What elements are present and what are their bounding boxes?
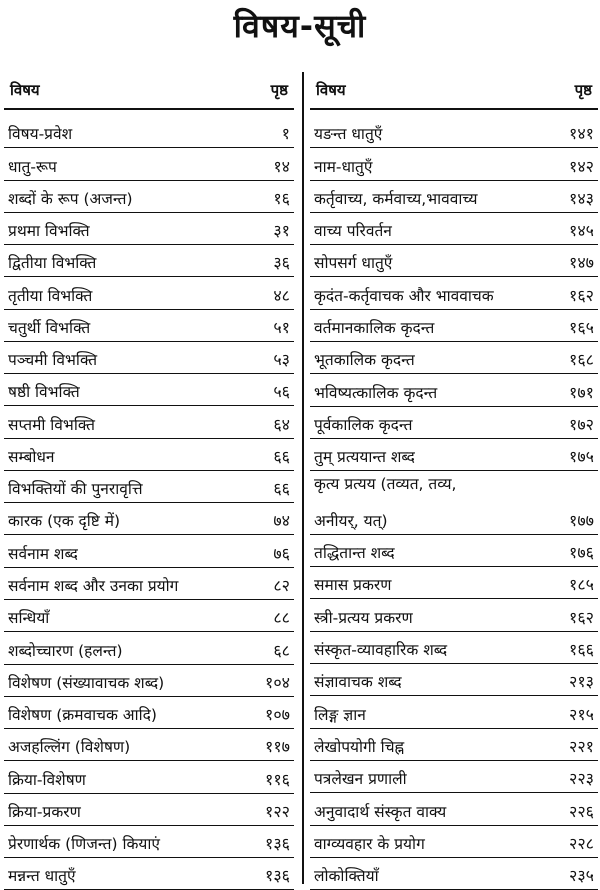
toc-entry	[310, 793, 598, 825]
toc-entry	[4, 729, 294, 761]
toc-entry	[310, 858, 598, 890]
entry-page-number: ५१	[273, 317, 290, 337]
entry-page-number: ११७	[265, 737, 290, 757]
entry-topic: स्त्री-प्रत्यय प्रकरण	[314, 608, 413, 627]
toc-entry	[4, 568, 294, 600]
toc-entry	[4, 148, 294, 180]
toc-entry	[4, 600, 294, 632]
entry-topic: वाग्व्यवहार के प्रयोग	[314, 834, 425, 853]
entry-page-number: १७६	[569, 543, 594, 563]
toc-entry	[310, 439, 598, 471]
entry-page-number: २२१	[569, 736, 594, 756]
toc-entry	[310, 567, 598, 599]
entry-page-number: १७१	[569, 382, 594, 402]
entry-page-number: १७७	[569, 510, 594, 530]
entry-topic: सम्बोधन	[8, 447, 55, 466]
page-header: पृष्ठ	[574, 81, 592, 99]
table-of-contents	[4, 70, 598, 885]
toc-entry	[310, 342, 598, 374]
entry-topic: विशेषण (संख्यावाचक शब्द)	[8, 673, 165, 692]
entry-page-number: १७५	[569, 447, 594, 467]
entry-topic: पत्रलेखन प्रणाली	[314, 770, 407, 789]
entry-topic: क्रिया-विशेषण	[8, 770, 86, 789]
entry-topic: समास प्रकरण	[314, 576, 392, 595]
entry-topic: वर्तमानकालिक कृदन्त	[314, 319, 435, 338]
entry-page-number: २३५	[569, 866, 594, 886]
entry-topic: सन्धियाँ	[8, 609, 50, 628]
entry-page-number: १०४	[265, 672, 290, 692]
entry-topic: संस्कृत-व्यावहारिक शब्द	[314, 641, 448, 660]
entry-topic: विभक्तियों की पुनरावृत्ति	[8, 480, 143, 499]
toc-entry	[310, 471, 598, 535]
entry-page-number: १३६	[265, 866, 290, 886]
entry-page-number: १०७	[265, 705, 290, 725]
entry-topic: नाम-धातुएँ	[314, 157, 373, 176]
toc-entry	[4, 826, 294, 858]
entry-topic: सर्वनाम शब्द	[8, 544, 78, 563]
entry-page-number: २२६	[569, 801, 594, 821]
entry-page-number: १४२	[569, 156, 594, 176]
toc-entry	[310, 761, 598, 793]
toc-entry	[4, 374, 294, 406]
entry-topic: विषय-प्रवेश	[8, 125, 73, 144]
entry-topic: पूर्वकालिक कृदन्त	[314, 415, 413, 434]
entry-page-number: १६२	[569, 285, 594, 305]
toc-entry	[4, 535, 294, 567]
entry-topic: प्रथमा विभक्ति	[8, 222, 90, 241]
entry-topic: द्वितीया विभक्ति	[8, 254, 97, 273]
entry-topic: चतुर्थी विभक्ति	[8, 318, 91, 337]
toc-entry	[4, 471, 294, 503]
toc-entry	[310, 535, 598, 567]
entry-page-number: १८५	[569, 575, 594, 595]
toc-entry	[4, 439, 294, 471]
entry-page-number: १२२	[265, 801, 290, 821]
entry-topic: सर्वनाम शब्द और उनका प्रयोग	[8, 576, 179, 595]
toc-entry	[310, 116, 598, 148]
entry-page-number: ५३	[273, 350, 290, 370]
right-column	[310, 70, 598, 885]
toc-entry	[4, 665, 294, 697]
toc-entry	[310, 632, 598, 664]
entry-topic-continued: अनीयर्, यत्)	[314, 511, 388, 530]
entry-page-number: १	[281, 124, 290, 144]
entry-topic: कृत्य प्रत्यय (तव्यत, तव्य,	[314, 475, 457, 494]
entry-topic: कारक (एक दृष्टि में)	[8, 512, 121, 531]
entry-page-number: ८८	[273, 608, 290, 628]
entry-page-number: १६६	[569, 640, 594, 660]
entry-page-number: २१३	[569, 672, 594, 692]
topic-header: विषय	[10, 81, 40, 99]
entry-page-number: १६८	[569, 350, 594, 370]
entry-topic: भविष्यत्कालिक कृदन्त	[314, 383, 438, 402]
entry-page-number: ७६	[273, 543, 290, 563]
left-column	[4, 70, 294, 885]
entry-topic: शब्दों के रूप (अजन्त)	[8, 189, 133, 208]
entry-topic: क्रिया-प्रकरण	[8, 802, 81, 821]
toc-entry	[4, 310, 294, 342]
entry-topic: धातु-रूप	[8, 157, 57, 176]
entry-topic: मन्नन्त धातुएँ	[8, 867, 76, 886]
toc-entry	[310, 148, 598, 180]
left-column-header	[4, 74, 294, 110]
entry-page-number: ६४	[273, 414, 290, 434]
toc-entry	[310, 213, 598, 245]
page-header: पृष्ठ	[270, 81, 288, 99]
toc-entry	[4, 858, 294, 890]
entry-page-number: ३६	[273, 253, 290, 273]
entry-page-number: २१५	[569, 704, 594, 724]
entry-topic: सोपसर्ग धातुएँ	[314, 254, 393, 273]
left-entry-list	[4, 116, 294, 890]
toc-entry	[4, 697, 294, 729]
toc-entry	[310, 181, 598, 213]
toc-entry	[310, 277, 598, 309]
toc-entry	[4, 406, 294, 438]
entry-page-number: १४७	[569, 253, 594, 273]
entry-page-number: ४८	[273, 285, 290, 305]
entry-topic: लिङ्ग ज्ञान	[314, 705, 366, 724]
toc-entry	[310, 310, 598, 342]
entry-page-number: १४३	[569, 188, 594, 208]
toc-entry	[4, 245, 294, 277]
entry-page-number: ११६	[265, 769, 290, 789]
topic-header: विषय	[316, 81, 346, 99]
entry-topic: षष्ठी विभक्ति	[8, 383, 80, 402]
entry-topic: अनुवादार्थ संस्कृत वाक्य	[314, 802, 447, 821]
entry-page-number: २२८	[569, 833, 594, 853]
toc-entry	[4, 213, 294, 245]
entry-page-number: १४१	[569, 124, 594, 144]
entry-page-number: २२३	[569, 769, 594, 789]
entry-topic: अजहल्लिंग (विशेषण)	[8, 738, 131, 757]
entry-topic: कर्तृवाच्य, कर्मवाच्य,भाववाच्य	[314, 189, 478, 208]
toc-entry	[4, 116, 294, 148]
column-divider	[302, 72, 304, 884]
toc-entry	[4, 761, 294, 793]
entry-topic: विशेषण (क्रमवाचक आदि)	[8, 706, 157, 725]
toc-entry	[310, 599, 598, 631]
entry-topic: लेखोपयोगी चिह्न	[314, 737, 405, 756]
entry-page-number: १४५	[569, 221, 594, 241]
toc-entry	[4, 632, 294, 664]
entry-topic: तुम् प्रत्ययान्त शब्द	[314, 448, 415, 467]
entry-page-number: १६	[273, 188, 290, 208]
toc-entry	[4, 277, 294, 309]
entry-topic: भूतकालिक कृदन्त	[314, 351, 415, 370]
right-column-header	[310, 74, 598, 110]
toc-entry	[310, 245, 598, 277]
entry-topic: वाच्य परिवर्तन	[314, 222, 392, 241]
entry-topic: यङन्त धातुएँ	[314, 125, 383, 144]
entry-page-number: ८२	[273, 575, 290, 595]
entry-topic: सप्तमी विभक्ति	[8, 415, 95, 434]
toc-entry	[310, 729, 598, 761]
entry-topic: संज्ञावाचक शब्द	[314, 673, 402, 692]
entry-topic: प्रेरणार्थक (णिजन्त) कियाएं	[8, 835, 160, 854]
entry-page-number: १३६	[265, 834, 290, 854]
entry-page-number: ३१	[273, 221, 290, 241]
entry-page-number: ६८	[273, 640, 290, 660]
toc-entry	[310, 664, 598, 696]
toc-entry	[310, 826, 598, 858]
toc-entry	[4, 794, 294, 826]
toc-entry	[4, 342, 294, 374]
entry-page-number: १६२	[569, 607, 594, 627]
entry-topic: पञ्चमी विभक्ति	[8, 351, 98, 370]
entry-topic: कृदंत-कर्तृवाचक और भाववाचक	[314, 286, 494, 305]
entry-topic: लोकोक्तियाँ	[314, 867, 379, 886]
toc-entry	[4, 181, 294, 213]
toc-entry	[310, 696, 598, 728]
entry-page-number: ५६	[273, 382, 290, 402]
entry-page-number: १४	[273, 156, 290, 176]
toc-entry	[310, 374, 598, 406]
entry-topic: तृतीया विभक्ति	[8, 286, 93, 305]
toc-entry	[310, 407, 598, 439]
entry-page-number: १६५	[569, 318, 594, 338]
entry-topic: शब्दोच्चारण (हलन्त)	[8, 641, 123, 660]
entry-page-number: ६६	[273, 479, 290, 499]
entry-topic: तद्धितान्त शब्द	[314, 544, 395, 563]
right-entry-list	[310, 116, 598, 890]
page-title: विषय-सूची	[233, 7, 367, 45]
entry-page-number: ७४	[273, 511, 290, 531]
toc-entry	[4, 503, 294, 535]
entry-page-number: १७२	[569, 414, 594, 434]
entry-page-number: ६६	[273, 446, 290, 466]
